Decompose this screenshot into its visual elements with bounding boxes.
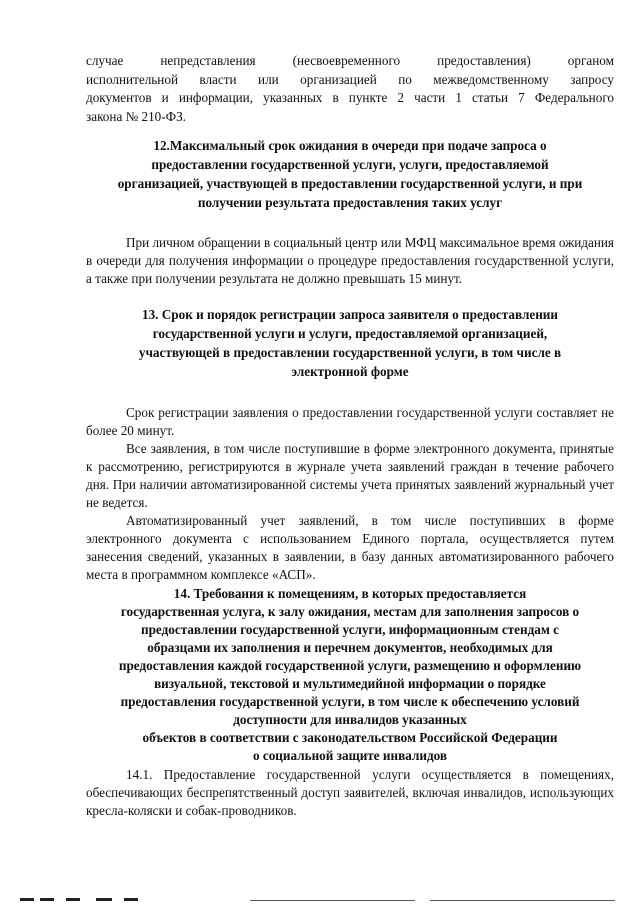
heading-line: визуальной, текстовой и мультимедийной информации о порядке <box>154 676 546 691</box>
scan-mark <box>96 898 112 901</box>
heading-line: 13. Срок и порядок регистрации запроса заявителя о предоставлении <box>141 307 559 322</box>
section-13-paragraph-3: Автоматизированный учет заявлений, в том числе поступивших в форме электронного документа с использованием Единого портала, осуществляется путем занесения сведений, указанных в заявлении, в базу данных автоматизированного рабочего места в программном комплексе «АСП». <box>86 513 614 582</box>
intro-line: исполнительной власти или организацией по межведомственному запросу <box>86 71 614 87</box>
scan-mark <box>20 898 34 901</box>
section-12-heading <box>86 136 614 212</box>
heading-line: электронной форме <box>291 364 409 379</box>
heading-line: предоставления каждой государственной услуги, размещению и оформлению <box>118 658 582 673</box>
section-14-text: 14.1. Предоставление государственной услуги осуществляется в помещениях, обеспечивающих беспрепятственный доступ заявителей, включая инвалидов, использующих кресла-коляски и собак-проводников. <box>86 767 614 818</box>
section-13-body <box>86 404 614 584</box>
intro-line: документов и информации, указанных в пункте 2 части 1 статьи 7 Федерального <box>86 90 614 105</box>
intro-line: случае непредставления (несвоевременного предоставления) органом <box>86 53 614 68</box>
heading-line: участвующей в предоставлении государственной услуги, в том числе в <box>138 345 562 360</box>
scan-mark <box>124 898 138 901</box>
heading-line: 14. Требования к помещениям, в которых предоставляется <box>173 586 527 601</box>
section-12-paragraph <box>86 234 614 288</box>
heading-line: организацией, участвующей в предоставлении государственной услуги, и при <box>117 176 583 191</box>
scan-edge-marks <box>0 894 640 905</box>
scan-rule <box>430 900 615 901</box>
section-13-heading <box>86 305 614 381</box>
section-14-heading <box>86 585 614 765</box>
heading-line: государственной услуги и услуги, предоставляемой организацией, <box>152 326 548 341</box>
scan-mark <box>40 898 54 901</box>
heading-line: о социальной защите инвалидов <box>252 748 448 763</box>
heading-line: предоставлении государственной услуги, услуги, предоставляемой <box>151 157 549 172</box>
section-13-paragraph-1: Срок регистрации заявления о предоставлении государственной услуги составляет не более 20 минут. <box>86 405 614 438</box>
section-13-paragraph-2: Все заявления, в том числе поступившие в форме электронного документа, принятые к рассмотрению, регистрируются в журнале учета заявлений граждан в течение рабочего дня. При наличии автоматизированной системы учета принятых заявлений журнальный учет не ведется. <box>86 441 614 510</box>
heading-line: государственная услуга, к залу ожидания, местам для заполнения запросов о <box>120 604 580 619</box>
heading-line: 12.Максимальный срок ожидания в очереди при подаче запроса о <box>153 138 547 153</box>
section-14-paragraph <box>86 766 614 820</box>
heading-line: предоставления государственной услуги, в том числе к обеспечению условий <box>120 694 580 709</box>
heading-line: получении результата предоставления таких услуг <box>197 195 503 210</box>
heading-line: предоставлении государственной услуги, информационным стендам с <box>140 622 560 637</box>
heading-line: доступности для инвалидов указанных <box>233 712 467 727</box>
heading-line: объектов в соответствии с законодательством Российской Федерации <box>142 730 558 745</box>
scan-rule <box>250 900 415 901</box>
heading-line: образцами их заполнения и перечнем документов, необходимых для <box>147 640 553 655</box>
scan-mark <box>66 898 80 901</box>
intro-paragraph <box>86 52 614 126</box>
intro-line: закона № 210-ФЗ. <box>86 108 186 124</box>
section-12-text: При личном обращении в социальный центр или МФЦ максимальное время ожидания в очереди для получения информации о процедуре предоставления государственной услуги, а также при получении результата не должно превышать 15 минут. <box>86 235 614 286</box>
